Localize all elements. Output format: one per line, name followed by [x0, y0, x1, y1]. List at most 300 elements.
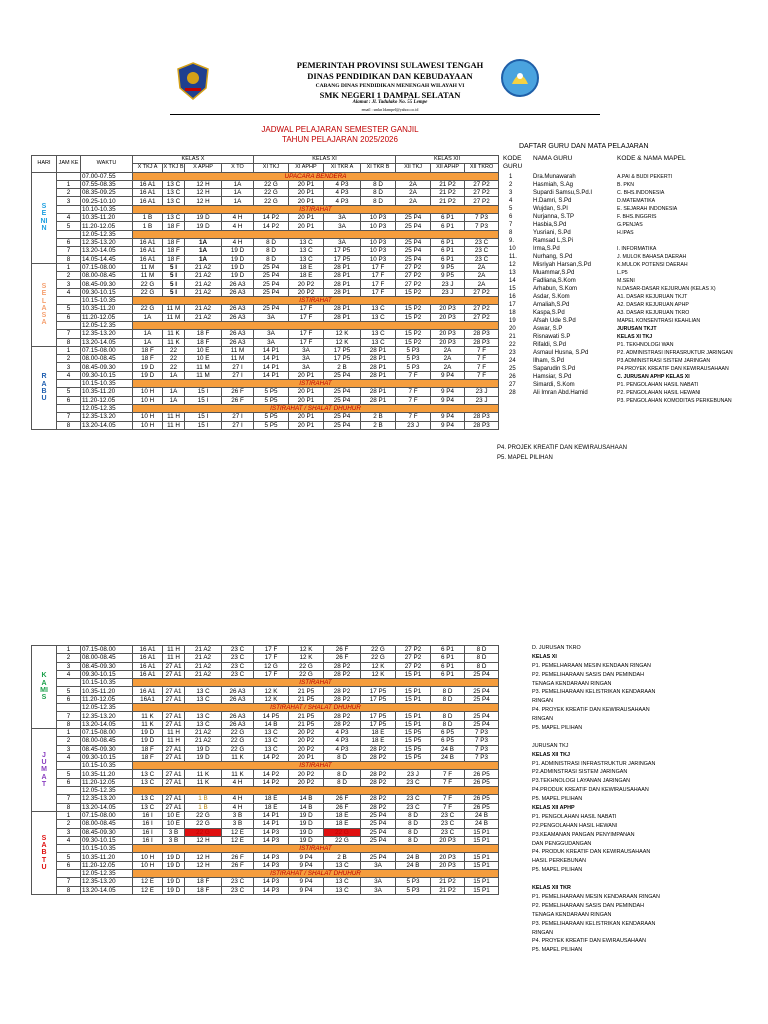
- lesson-cell: 26 P5: [465, 795, 499, 803]
- lesson-cell: 23 J: [465, 396, 499, 404]
- jurusan-row: P1. ADMINISTRASI INFRASTRUKTUR JARINGAN: [532, 760, 656, 767]
- lesson-cell: 1A: [163, 396, 185, 404]
- waktu-cell: 07.15-08.00: [81, 346, 133, 354]
- lesson-cell: 18 F: [133, 745, 163, 753]
- lesson-cell: 10 E: [185, 346, 222, 354]
- lesson-cell: 2 B: [361, 413, 396, 421]
- jurusan-row: RINGAN: [532, 929, 553, 936]
- table-row: [32, 388, 499, 396]
- lesson-cell: 9 P4: [431, 421, 465, 429]
- jurusan-row: DAN PENGGUDANGAN: [532, 840, 592, 847]
- lesson-cell: 23 C: [222, 662, 254, 670]
- class-header: X TO: [222, 164, 254, 172]
- lesson-cell: 4 H: [222, 795, 254, 803]
- lesson-cell: 6 P1: [431, 670, 465, 678]
- jurusan-row: P3. PEMELIHARAAN KELISTRIKAN KENDARAAN: [532, 920, 656, 927]
- lesson-cell: 9 P4: [431, 396, 465, 404]
- lesson-cell: 15 I: [185, 396, 222, 404]
- guru-row: [509, 277, 592, 285]
- waktu-cell: 13.20-14.05: [81, 720, 133, 728]
- lesson-cell: 21 A2: [185, 737, 222, 745]
- jam-ke-cell: 2: [57, 737, 81, 745]
- lesson-cell: 27 A1: [163, 712, 185, 720]
- lesson-cell: 25 P4: [324, 371, 361, 379]
- guru-row: [509, 317, 592, 325]
- guru-col-kode: [503, 155, 522, 171]
- jurusan-row: RINGAN: [532, 698, 553, 705]
- mapel-row: P2. ADMINISTRASI INFRASRUKTUR JARINGAN: [617, 350, 733, 356]
- waktu-cell: 07.15-08.00: [81, 811, 133, 819]
- guru-row: [509, 205, 592, 213]
- lesson-cell: 17 F: [254, 646, 289, 654]
- guru-nama: Dra.Munawarah: [533, 174, 576, 180]
- lesson-cell: 26 A3: [222, 712, 254, 720]
- lesson-cell: 23 J: [431, 280, 465, 288]
- lesson-cell: 9 P4: [289, 886, 324, 894]
- lesson-cell: 25 P4: [396, 238, 431, 246]
- lesson-cell: 16 I: [133, 820, 163, 828]
- lesson-cell: 11 K: [185, 778, 222, 786]
- jam-ke-cell: 3: [57, 662, 81, 670]
- guru-kode: 4: [509, 198, 513, 204]
- mapel-row: P3. PENGOLAHAN KOMODITAS PERKEBUNAN: [617, 398, 732, 404]
- mapel-row: D.MATEMATIKA: [617, 198, 656, 204]
- table-row: [32, 878, 499, 886]
- lesson-cell: 17 F: [289, 313, 324, 321]
- lesson-cell: 7 F: [431, 770, 465, 778]
- lesson-cell: 26 F: [222, 861, 254, 869]
- lesson-cell: 20 P1: [289, 396, 324, 404]
- jurusan-row: P5. MAPEL PILIHAN: [532, 796, 583, 803]
- lesson-cell: 21 P2: [431, 878, 465, 886]
- lesson-cell: 26 P5: [465, 770, 499, 778]
- lesson-cell: 23 C: [222, 646, 254, 654]
- lesson-cell: 8 D: [254, 247, 289, 255]
- jam-ke-cell: 4: [57, 670, 81, 678]
- guru-nama: Misriyah Harsan,S.Pd: [533, 262, 592, 268]
- guru-nama: Amaliah,S.Pd: [533, 302, 570, 308]
- lesson-cell: 21 P5: [289, 712, 324, 720]
- table-row: [32, 687, 499, 695]
- table-row: [32, 288, 499, 296]
- lesson-cell: 6 P1: [431, 654, 465, 662]
- waktu-cell: 11.20-12.05: [81, 695, 133, 703]
- lesson-cell: 7 P3: [465, 753, 499, 761]
- lesson-cell: 23 C: [222, 654, 254, 662]
- lesson-cell: 16 A1: [133, 687, 163, 695]
- lesson-cell: 25 P4: [324, 388, 361, 396]
- lesson-cell: 13 C: [289, 247, 324, 255]
- lesson-cell: 22 G: [133, 288, 163, 296]
- lesson-cell: 26 P5: [465, 803, 499, 811]
- lesson-cell: 26 F: [324, 803, 361, 811]
- jam-ke-cell: [57, 297, 81, 305]
- jam-ke-cell: 1: [57, 646, 81, 654]
- lesson-cell: 15 P1: [396, 720, 431, 728]
- lesson-cell: 25 P4: [396, 255, 431, 263]
- table-row: [32, 820, 499, 828]
- jam-ke-cell: 5: [57, 305, 81, 313]
- table-row: [32, 180, 499, 188]
- lesson-cell: 19 D: [185, 214, 222, 222]
- lesson-cell: 7 P3: [465, 737, 499, 745]
- lesson-cell: 28 P1: [324, 280, 361, 288]
- lesson-cell: 27 A1: [163, 662, 185, 670]
- lesson-cell: 11 M: [185, 363, 222, 371]
- lesson-cell: 12 K: [324, 330, 361, 338]
- lesson-cell: 6 P5: [431, 728, 465, 736]
- lesson-cell: 14 B: [289, 795, 324, 803]
- lesson-cell: 22: [163, 355, 185, 363]
- lesson-cell: 3A: [324, 238, 361, 246]
- lesson-cell: 25 P4: [254, 263, 289, 271]
- lesson-cell: 26 A3: [222, 313, 254, 321]
- lesson-cell: 12 H: [185, 836, 222, 844]
- guru-row: [509, 381, 592, 389]
- mapel-row: E. SEJARAH INDONESIA: [617, 206, 678, 212]
- lesson-cell: 4 P3: [324, 197, 361, 205]
- lesson-cell: 1A: [185, 238, 222, 246]
- lesson-cell: 22 G: [185, 828, 222, 836]
- lesson-cell: 23 C: [431, 828, 465, 836]
- lesson-cell: 23 C: [431, 820, 465, 828]
- lesson-cell: 28 P2: [361, 745, 396, 753]
- lesson-cell: 1A: [185, 247, 222, 255]
- lesson-cell: 10 H: [133, 396, 163, 404]
- jurusan-row: P3. PEMELIHARAAN KELISTRIKAN KENDARAAN: [532, 689, 656, 696]
- lesson-cell: 8 D: [465, 646, 499, 654]
- lesson-cell: 13 C: [254, 745, 289, 753]
- lesson-cell: 8 D: [396, 811, 431, 819]
- lesson-cell: 28 P3: [465, 421, 499, 429]
- jurusan-row: TENAGA KENDARAAN RINGAN: [532, 911, 612, 918]
- lesson-cell: 2 B: [324, 853, 361, 861]
- lesson-cell: 8 D: [396, 820, 431, 828]
- lesson-cell: 23 C: [396, 795, 431, 803]
- waktu-cell: 08.00-08.45: [81, 654, 133, 662]
- lesson-cell: 15 P1: [396, 712, 431, 720]
- schedule-table-bottom: [31, 645, 499, 895]
- lesson-cell: 15 P2: [396, 330, 431, 338]
- waktu-cell: 10.35-11.20: [81, 214, 133, 222]
- lesson-cell: 20 P1: [289, 388, 324, 396]
- lesson-cell: 28 P1: [324, 305, 361, 313]
- jam-ke-cell: 4: [57, 371, 81, 379]
- table-row: [32, 197, 499, 205]
- waktu-cell: 11.20-12.05: [81, 222, 133, 230]
- lesson-cell: 13 C: [324, 886, 361, 894]
- lesson-cell: 28 P2: [361, 803, 396, 811]
- mapel-p5: P5. MAPEL PILIHAN: [497, 455, 553, 461]
- table-row: [32, 255, 499, 263]
- lesson-cell: 11 M: [163, 305, 185, 313]
- waktu-cell: 07.15-08.00: [81, 728, 133, 736]
- lesson-cell: 12 K: [361, 670, 396, 678]
- guru-nama: Asdar, S.Kom: [533, 294, 570, 300]
- mapel-row: P3.ADMINISTRASI SISTEM JARINGAN: [617, 358, 711, 364]
- lesson-cell: 15 P1: [396, 670, 431, 678]
- lesson-cell: 15 I: [185, 413, 222, 421]
- lesson-cell: 15 P2: [396, 305, 431, 313]
- lesson-cell: 9 P4: [431, 388, 465, 396]
- lesson-cell: 22 G: [222, 728, 254, 736]
- lesson-cell: 21 A2: [185, 728, 222, 736]
- lesson-cell: 15 P2: [396, 288, 431, 296]
- lesson-cell: 8 D: [324, 778, 361, 786]
- lesson-cell: 9 P4: [431, 371, 465, 379]
- lesson-cell: 14 P1: [254, 363, 289, 371]
- lesson-cell: 13 C: [185, 687, 222, 695]
- mapel-row: B. PKN: [617, 182, 635, 188]
- class-header: XI TKR B: [361, 164, 396, 172]
- lesson-cell: 21 P2: [431, 180, 465, 188]
- waktu-cell: 08.00-08.45: [81, 355, 133, 363]
- lesson-cell: 11 K: [163, 338, 185, 346]
- guru-kode: 18: [509, 310, 516, 316]
- day-label: SENIN: [32, 172, 57, 263]
- lesson-cell: 5 P5: [254, 413, 289, 421]
- lesson-cell: 13 C: [163, 180, 185, 188]
- guru-row: [509, 173, 592, 181]
- lesson-cell: 22: [163, 346, 185, 354]
- lesson-cell: 24 B: [465, 811, 499, 819]
- lesson-cell: 28 P2: [361, 795, 396, 803]
- lesson-cell: 13 C: [361, 313, 396, 321]
- lesson-cell: 17 F: [361, 280, 396, 288]
- lesson-cell: 26 F: [324, 646, 361, 654]
- lesson-cell: 18 F: [133, 753, 163, 761]
- lesson-cell: 7 F: [465, 371, 499, 379]
- lesson-cell: 16 A1: [133, 189, 163, 197]
- mapel-row: MAPEL KONSENTRASI KEAHLIAN: [617, 318, 701, 324]
- lesson-cell: 3A: [289, 355, 324, 363]
- guru-row: [509, 301, 592, 309]
- jam-ke-cell: [57, 787, 81, 795]
- guru-nama: Aswar, S.P: [533, 326, 563, 332]
- jam-ke-cell: 4: [57, 214, 81, 222]
- lesson-cell: 5 P3: [396, 346, 431, 354]
- lesson-cell: 14 P3: [254, 886, 289, 894]
- lesson-cell: 17 F: [254, 670, 289, 678]
- lesson-cell: 25 P4: [324, 421, 361, 429]
- jam-ke-cell: 7: [57, 413, 81, 421]
- jam-ke-cell: 4: [57, 288, 81, 296]
- lesson-cell: 23 C: [222, 878, 254, 886]
- lesson-cell: 16A1: [133, 695, 163, 703]
- lesson-cell: 11 M: [185, 371, 222, 379]
- lesson-cell: 26 A3: [222, 305, 254, 313]
- lesson-cell: 23 C: [465, 247, 499, 255]
- mapel-row: M.SENI: [617, 278, 635, 284]
- lesson-cell: 27 A1: [163, 770, 185, 778]
- lesson-cell: 14 P1: [254, 355, 289, 363]
- guru-kode: 21: [509, 334, 516, 340]
- lesson-cell: 12 H: [185, 189, 222, 197]
- lesson-cell: 13 C: [133, 770, 163, 778]
- lesson-cell: 18 E: [361, 737, 396, 745]
- lesson-cell: 27 P2: [396, 272, 431, 280]
- table-row: [32, 836, 499, 844]
- lesson-cell: 16 I: [133, 828, 163, 836]
- jurusan-row: P5. MAPEL PILIHAN: [532, 867, 583, 874]
- lesson-cell: 9 P5: [431, 272, 465, 280]
- waktu-cell: 10.35-11.20: [81, 687, 133, 695]
- lesson-cell: 8 D: [324, 753, 361, 761]
- guru-nama: Ilham, S.Pd: [533, 358, 565, 364]
- table-row: [32, 205, 499, 213]
- guru-row: [509, 285, 592, 293]
- guru-nama: Irma,S.Pd: [533, 246, 560, 252]
- jam-ke-cell: 5: [57, 853, 81, 861]
- class-header: X APHP: [185, 164, 222, 172]
- lesson-cell: 7 F: [465, 346, 499, 354]
- lesson-cell: 16 A1: [133, 180, 163, 188]
- guru-row: [509, 269, 592, 277]
- lesson-cell: 15 P5: [396, 728, 431, 736]
- lesson-cell: 20 P3: [431, 836, 465, 844]
- table-row: [32, 230, 499, 238]
- lesson-cell: 12 E: [133, 878, 163, 886]
- lesson-cell: 25 P4: [254, 280, 289, 288]
- lesson-cell: 20 P3: [431, 861, 465, 869]
- mapel-row: P1. PENGOLAHAN HASIL NABATI: [617, 382, 699, 388]
- waktu-cell: 09.30-10.15: [81, 371, 133, 379]
- lesson-cell: 25 P4: [465, 687, 499, 695]
- jam-ke-cell: 5: [57, 687, 81, 695]
- schedule-year: TAHUN PELAJARAN 2025/2026: [282, 135, 398, 144]
- table-row: [32, 670, 499, 678]
- lesson-cell: 12 H: [185, 197, 222, 205]
- lesson-cell: 27 I: [222, 363, 254, 371]
- lesson-cell: 9 P5: [431, 263, 465, 271]
- guru-row: [509, 341, 592, 349]
- lesson-cell: 18 F: [185, 878, 222, 886]
- lesson-cell: 20 P3: [431, 313, 465, 321]
- lesson-cell: 10 P3: [361, 255, 396, 263]
- guru-nama: Afsah Ude S.Pd: [533, 318, 576, 324]
- lesson-cell: 28 P3: [465, 338, 499, 346]
- lesson-cell: 13 C: [185, 720, 222, 728]
- lesson-cell: 28 P1: [361, 355, 396, 363]
- waktu-cell: 12.05-12.35: [81, 321, 133, 329]
- guru-nama: Nurjanna, S.TP: [533, 214, 575, 220]
- table-row: [32, 853, 499, 861]
- lesson-cell: 2A: [465, 263, 499, 271]
- lesson-cell: 14 P3: [254, 836, 289, 844]
- guru-row: [509, 373, 592, 381]
- lesson-cell: 2A: [396, 189, 431, 197]
- lesson-cell: 27 I: [222, 413, 254, 421]
- lesson-cell: 16 I: [133, 811, 163, 819]
- lesson-cell: 7 F: [465, 363, 499, 371]
- lesson-cell: 1A: [222, 197, 254, 205]
- jam-ke-cell: 2: [57, 272, 81, 280]
- lesson-cell: 6 P1: [431, 214, 465, 222]
- lesson-cell: 5 P3: [396, 355, 431, 363]
- lesson-cell: 20 P1: [289, 197, 324, 205]
- lesson-cell: 28 P2: [324, 712, 361, 720]
- jam-ke-cell: [57, 230, 81, 238]
- lesson-cell: 21 P2: [431, 886, 465, 894]
- table-row: [32, 305, 499, 313]
- lesson-cell: 18 E: [254, 803, 289, 811]
- waktu-cell: 07.15-08.00: [81, 646, 133, 654]
- lesson-cell: 21 P5: [289, 695, 324, 703]
- jurusan-row: P4.PRODUK KREATIF DAN KEWIRAUSAHAAN: [532, 787, 649, 794]
- lesson-cell: 17 F: [289, 305, 324, 313]
- lesson-cell: 14 P2: [254, 753, 289, 761]
- guru-nama: Risnawati S.P: [533, 334, 571, 340]
- lesson-cell: 15 P1: [465, 886, 499, 894]
- lesson-cell: 22 G: [133, 305, 163, 313]
- jam-ke-cell: 5: [57, 222, 81, 230]
- lesson-cell: 11 H: [163, 654, 185, 662]
- col-kelas-x: KELAS X: [133, 156, 254, 164]
- jurusan-row: P4. PRODUK KREATIF DAN KEWIRAUSAHAAN: [532, 849, 651, 856]
- class-header: XII APHP: [431, 164, 465, 172]
- lesson-cell: 15 P5: [396, 753, 431, 761]
- lesson-cell: 14 P1: [254, 346, 289, 354]
- jam-ke-cell: 1: [57, 346, 81, 354]
- lesson-cell: 16 A1: [133, 255, 163, 263]
- lesson-cell: 15 P1: [465, 828, 499, 836]
- lesson-cell: 28 P2: [361, 753, 396, 761]
- jam-ke-cell: 6: [57, 396, 81, 404]
- col-waktu: WAKTU: [81, 156, 133, 173]
- lesson-cell: 20 P2: [289, 745, 324, 753]
- lesson-cell: 4 H: [222, 778, 254, 786]
- lesson-cell: 17 P5: [324, 355, 361, 363]
- jam-ke-cell: [57, 172, 81, 180]
- lesson-cell: 25 P4: [361, 836, 396, 844]
- guru-nama: H.Damri, S.Pd: [533, 198, 572, 204]
- lesson-cell: 22 G: [133, 280, 163, 288]
- table-row: [32, 280, 499, 288]
- lesson-cell: 4 P3: [324, 737, 361, 745]
- guru-kode: 14: [509, 278, 516, 284]
- lesson-cell: 18 E: [324, 811, 361, 819]
- lesson-cell: 27 P2: [465, 305, 499, 313]
- lesson-cell: 12 K: [289, 646, 324, 654]
- jurusan-row: P3.KEAMANAN PANGAN PENYIMPANAN: [532, 831, 635, 838]
- guru-kode: 8: [509, 230, 513, 236]
- table-row: [32, 371, 499, 379]
- lesson-cell: 27 P2: [396, 280, 431, 288]
- table-row: [32, 222, 499, 230]
- day-label: KAMIS: [32, 646, 57, 729]
- waktu-cell: 12.35-13.20: [81, 330, 133, 338]
- school-address: Alamat : Jl. Tadulako No. 55 Lempe: [352, 100, 428, 105]
- table-row: [32, 704, 499, 712]
- lesson-cell: 15 P1: [396, 687, 431, 695]
- lesson-cell: 14 P2: [254, 222, 289, 230]
- lesson-cell: 3 B: [222, 820, 254, 828]
- lesson-cell: 15 I: [185, 388, 222, 396]
- break-band: ISTIRAHAT: [133, 762, 499, 770]
- waktu-cell: 12.05-12.35: [81, 404, 133, 412]
- lesson-cell: 1A: [133, 330, 163, 338]
- lesson-cell: 7 F: [431, 803, 465, 811]
- lesson-cell: 21 A2: [185, 280, 222, 288]
- guru-col-guru-label: GURU: [503, 163, 523, 170]
- mapel-row: KELAS XI TKJ: [617, 334, 653, 340]
- lesson-cell: 3A: [361, 878, 396, 886]
- lesson-cell: 14 P3: [254, 828, 289, 836]
- guru-kode: 24: [509, 358, 516, 364]
- lesson-cell: 15 P1: [465, 878, 499, 886]
- lesson-cell: 14 P1: [254, 820, 289, 828]
- lesson-cell: 17 P5: [324, 255, 361, 263]
